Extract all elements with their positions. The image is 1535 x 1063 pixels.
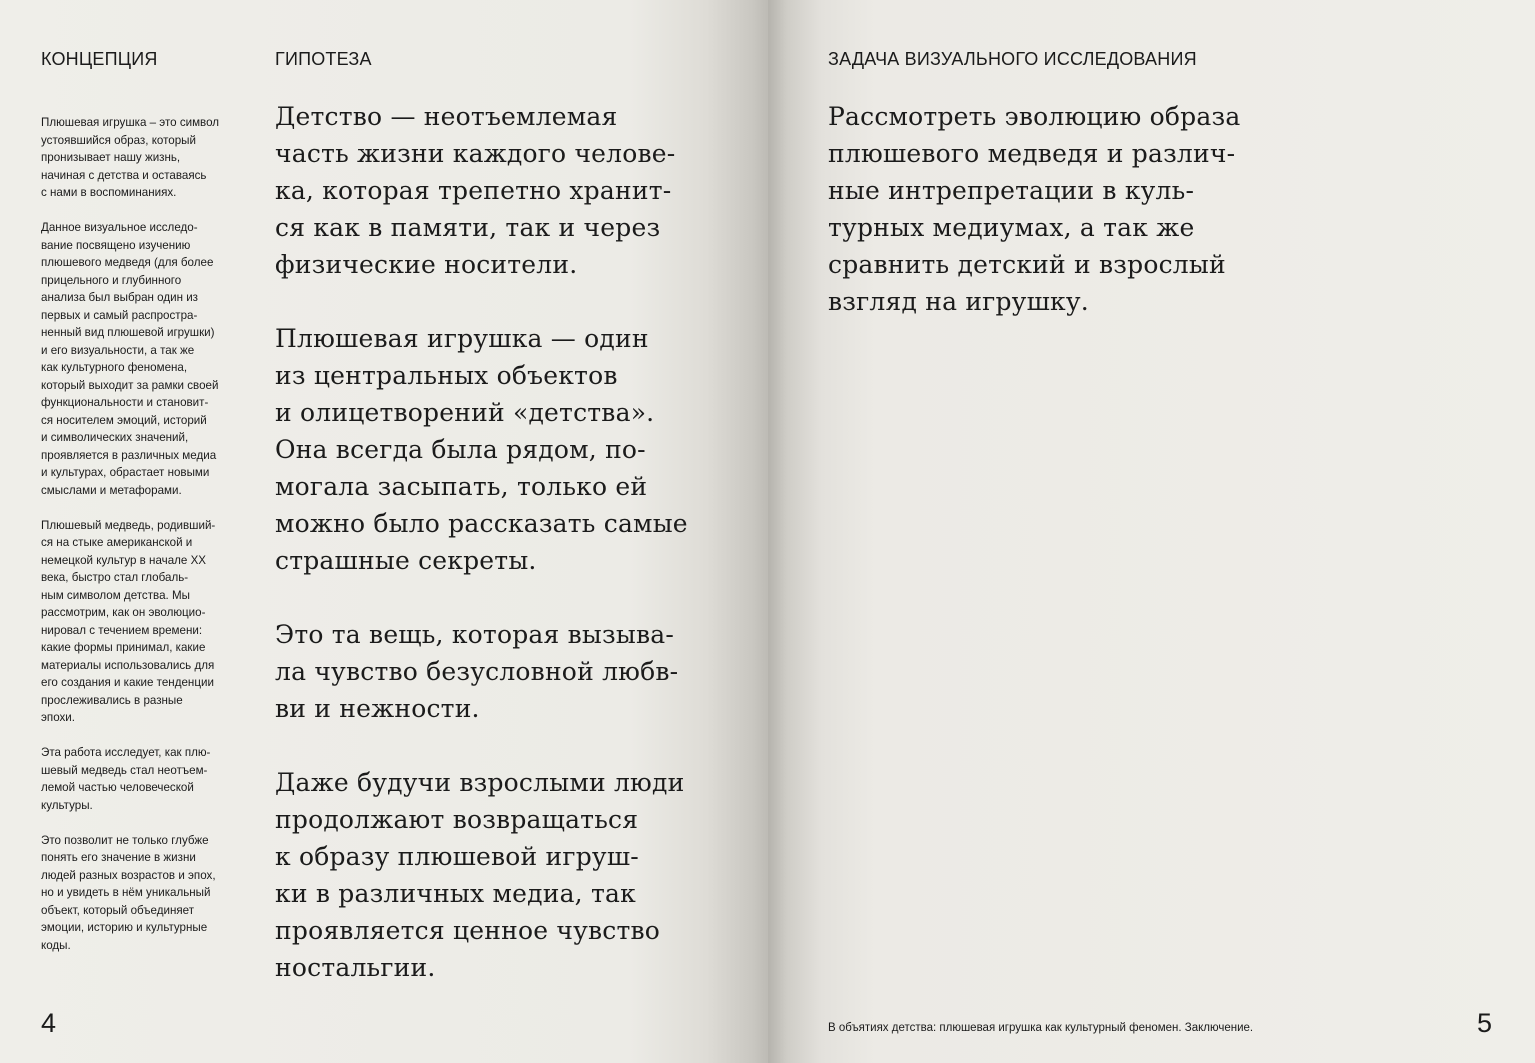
concept-paragraph: Плюшевый медведь, родивший- ся на стыке американской и немецкой культур в начале XX века, быстро стал глобаль- ным символом детства. Мы рассмотрим, как он эволюцио- нировал с течением времени: какие формы принимал, какие материалы использовались для его создания и какие тенденции прослеживались в разные эпохи. [41,518,216,724]
hypothesis-heading: ГИПОТЕЗА [275,49,372,69]
concept-text [41,114,253,954]
hypothesis-paragraph: Это та вещь, которая вызыва- ла чувство безусловной любв- ви и нежности. [275,620,679,723]
hypothesis-paragraph: Плюшевая игрушка — один из центральных объектов и олицетворений «детства». Она всегда была рядом, по- могала засыпать, только ей можно было рассказать самые страшные секреты. [275,324,688,575]
task-text [828,98,1468,320]
hypothesis-paragraph: Детство — неотъемлемая часть жизни каждого челове- ка, которая трепетно хранит- ся как в памяти, так и через физические носители. [275,102,676,279]
page-number-left: 4 [41,1008,57,1038]
hypothesis-text [275,98,745,986]
concept-paragraph: Плюшевая игрушка – это символ устоявшийся образ, который пронизывает нашу жизнь, начиная с детства и оставаясь с нами в воспоминаниях. [41,116,220,199]
concept-paragraph: Это позволит не только глубже понять его значение в жизни людей разных возрастов и эпох, но и увидеть в нём уникальный объект, который объединяет эмоции, историю и культурные коды. [41,833,216,952]
running-footer: В объятиях детства: плюшевая игрушка как культурный феномен. Заключение. [828,1022,1254,1034]
page-number-right: 5 [1477,1008,1493,1038]
task-paragraph: Рассмотреть эволюцию образа плюшевого медведя и различ- ные интрепретации в куль- турных медиумах, а так же сравнить детский и взрослый взгляд на игрушку. [828,102,1241,316]
task-heading: ЗАДАЧА ВИЗУАЛЬНОГО ИССЛЕДОВАНИЯ [828,49,1197,69]
concept-paragraph: Данное визуальное исследо- вание посвящено изучению плюшевого медведя (для более прицельного и глубинного анализа был выбран один из первых и самый распростра- ненный вид плюшевой игрушки) и его визуальности, а так же как культурного феномена, который выходит за рамки своей функциональности и становит- ся носителем эмоций, историй и символических значений, проявляется в различных медиа и культурах, обрастает новыми смыслами и метафорами. [41,221,219,497]
concept-paragraph: Эта работа исследует, как плю- шевый медведь стал неотъем- лемой частью человеческой культуры. [41,746,211,812]
hypothesis-paragraph: Даже будучи взрослыми люди продолжают возвращаться к образу плюшевой игруш- ки в различных медиа, так проявляется ценное чувство ностальгии. [275,768,685,982]
concept-heading: КОНЦЕПЦИЯ [41,49,158,69]
